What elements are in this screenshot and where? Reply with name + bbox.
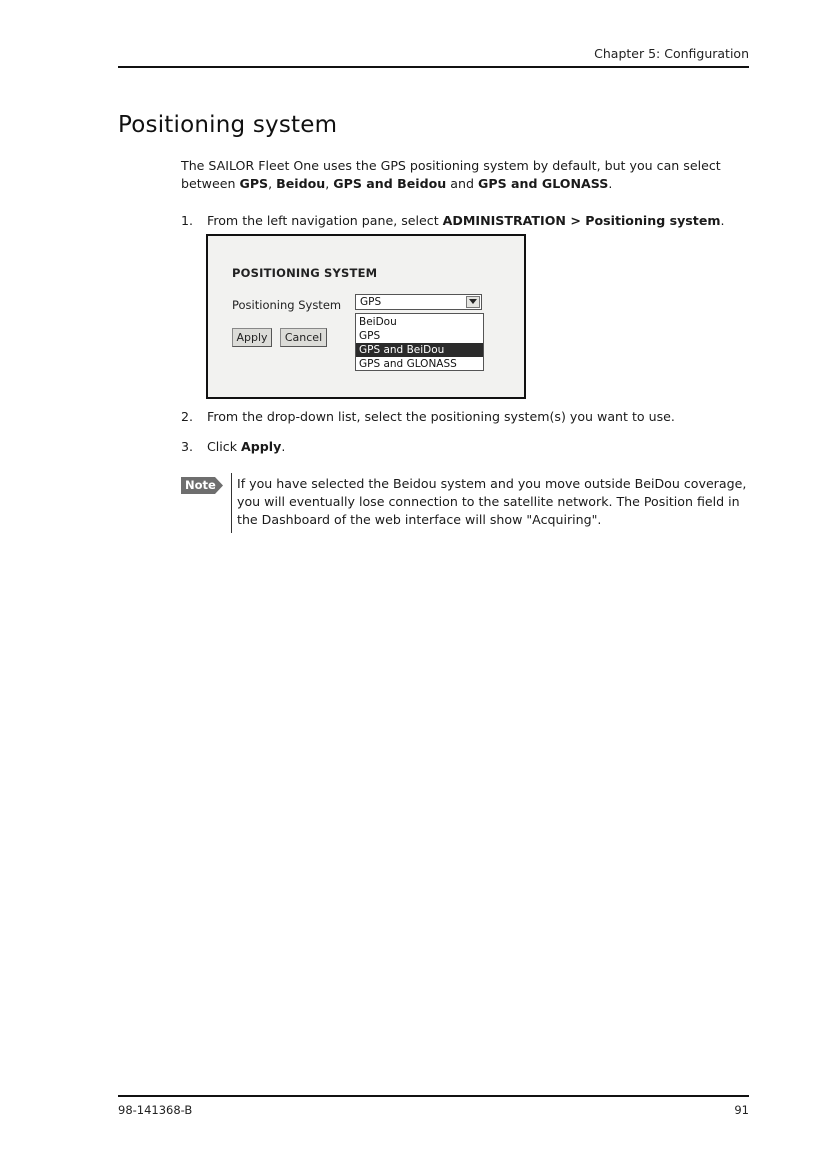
- intro-and: and: [450, 176, 474, 191]
- step-1: [0, 212, 827, 230]
- option-gps-beidou: GPS and Beidou: [333, 176, 447, 191]
- section-title: Positioning system: [118, 112, 338, 138]
- page-number: 91: [734, 1103, 749, 1117]
- step-1-text: From the left navigation pane, select: [207, 213, 439, 228]
- step-number: 1.: [181, 213, 194, 228]
- figure-heading: POSITIONING SYSTEM: [232, 266, 378, 280]
- step-text: [207, 212, 725, 230]
- step-text: From the drop-down list, select the positioning system(s) you want to use.: [207, 409, 675, 424]
- menu-path: ADMINISTRATION > Positioning system: [442, 213, 721, 228]
- dropdown-option-gps-and-glonass[interactable]: GPS and GLONASS: [359, 358, 457, 370]
- dropdown-option-gps[interactable]: GPS: [359, 330, 381, 342]
- option-gps-glonass: GPS and GLONASS: [478, 176, 609, 191]
- chevron-down-icon[interactable]: [466, 296, 480, 308]
- step-text: [207, 438, 285, 456]
- dropdown-option-beidou[interactable]: BeiDou: [359, 316, 397, 328]
- note-badge: [181, 477, 223, 494]
- positioning-system-select[interactable]: [355, 294, 482, 310]
- note-label: Note: [185, 478, 216, 492]
- apply-button[interactable]: Apply: [232, 328, 272, 347]
- apply-emphasis: Apply: [241, 439, 282, 454]
- step-3-text: Click: [207, 439, 238, 454]
- positioning-system-label: Positioning System: [232, 298, 342, 312]
- step-number: 3.: [181, 439, 194, 454]
- document-number: 98-141368-B: [118, 1103, 193, 1117]
- intro-end: .: [608, 176, 613, 191]
- step-1-end: .: [720, 213, 725, 228]
- cancel-button[interactable]: Cancel: [280, 328, 327, 347]
- step-number: 2.: [181, 409, 194, 424]
- dropdown-option-gps-and-beidou[interactable]: GPS and BeiDou: [356, 343, 483, 357]
- chapter-header: Chapter 5: Configuration: [594, 46, 749, 61]
- intro-sep: ,: [325, 176, 330, 191]
- footer-rule: [118, 1095, 749, 1097]
- step-2: [0, 408, 827, 426]
- step-3-end: .: [281, 439, 286, 454]
- note-divider: [231, 473, 232, 533]
- screenshot-figure: [206, 234, 526, 399]
- intro-prefix: The SAILOR Fleet One uses the GPS positioning system by default, but you can select between: [181, 158, 721, 191]
- select-value: GPS: [360, 296, 382, 308]
- dropdown-list: [355, 313, 484, 371]
- header-rule: [118, 66, 749, 68]
- option-gps: GPS: [239, 176, 269, 191]
- intro-paragraph: [181, 157, 751, 193]
- note-text: If you have selected the Beidou system and you move outside BeiDou coverage, you will eventually lose connection to the satellite network. The Position field in the Dashboard of the web interface will show "Acquiring".: [237, 476, 747, 527]
- intro-sep: ,: [268, 176, 273, 191]
- option-beidou: Beidou: [276, 176, 326, 191]
- step-3: [0, 438, 827, 456]
